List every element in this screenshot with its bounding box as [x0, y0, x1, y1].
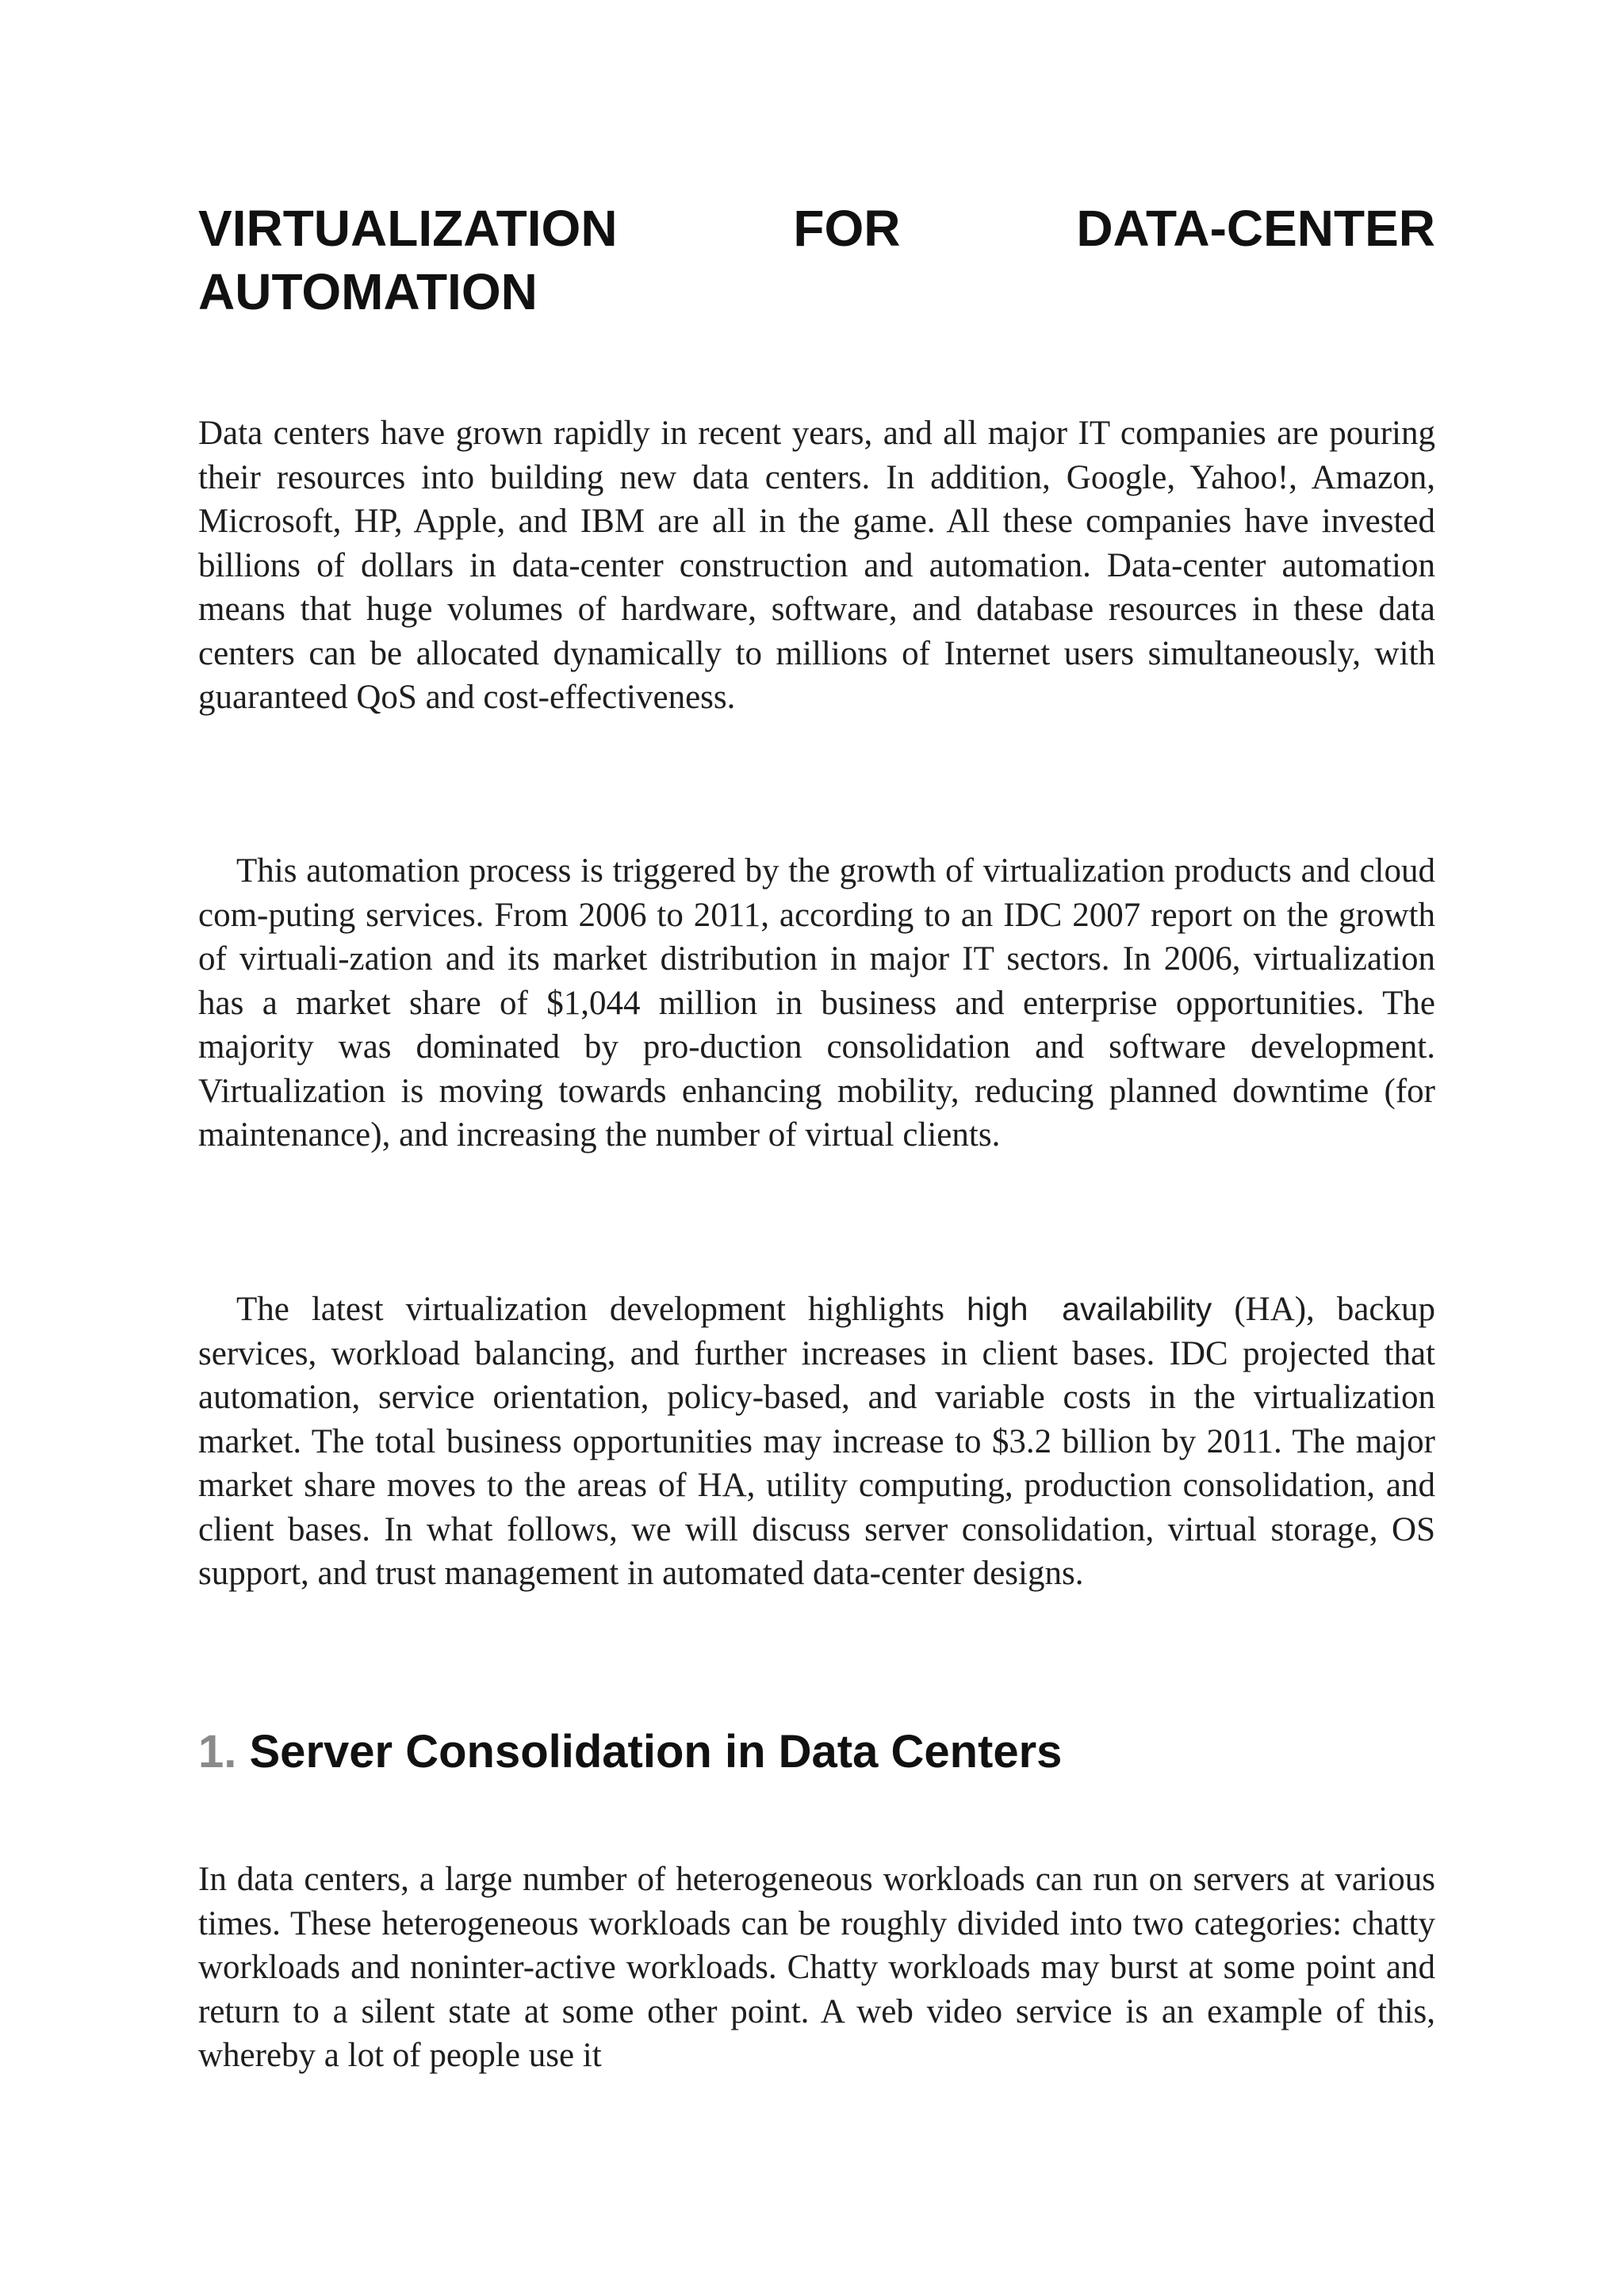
latest-development-paragraph [198, 1288, 1435, 1596]
title-word: DATA-CENTER [1076, 200, 1435, 257]
section-heading [198, 1722, 1062, 1782]
title-line-1 [198, 197, 1435, 260]
section-number: 1. [198, 1726, 237, 1777]
document-page [198, 0, 1435, 2296]
document-title [198, 197, 1435, 323]
paragraph-text: (HA), backup services, workload balancing, and further increases in client bases. IDC projected that automation, service orientation, policy-based, and variable costs in the virtualization market. The total business opportunities may increase to $3.2 billion by 2011. The major market share moves to the areas of HA, utility computing, production consolidation, and client bases. In what follows, we will discuss server consolidation, virtual storage, OS support, and trust management in automated data-center designs. [198, 1291, 1435, 1592]
server-consolidation-paragraph: In data centers, a large number of heterogeneous workloads can run on servers at various times. These heterogeneous workloads can be roughly divided into two categories: chatty workloads and noninter-active workloads. Chatty workloads may burst at some point and return to a silent state at some other point. A web video service is an example of this, whereby a lot of people use it [198, 1861, 1435, 2074]
intro-paragraph: Data centers have grown rapidly in recent years, and all major IT companies are pouring their resources into building new data centers. In addition, Google, Yahoo!, Amazon, Microsoft, HP, Apple, and IBM are all in the game. All these companies have invested billions of dollars in data-center construction and automation. Data-center automation means that huge volumes of hardware, software, and database resources in these data centers can be allocated dynamically to millions of Internet users simultaneously, with guaranteed QoS and cost-effectiveness. [198, 415, 1435, 716]
title-word: VIRTUALIZATION [198, 200, 618, 257]
title-word: FOR [793, 200, 901, 257]
high-availability-term: high availability [967, 1291, 1212, 1327]
paragraph-text: The latest virtualization development highlights [236, 1291, 967, 1328]
section-title: Server Consolidation in Data Centers [249, 1726, 1063, 1777]
title-line-2: AUTOMATION [198, 263, 538, 320]
automation-paragraph: This automation process is triggered by the growth of virtualization products and cloud com-puting services. From 2006 to 2011, according to an IDC 2007 report on the growth of virtuali-zation and its market distribution in major IT sectors. In 2006, virtualization has a market share of $1,044 million in business and enterprise opportunities. The majority was dominated by pro-duction consolidation and software development. Virtualization is moving towards enhancing mobility, reducing planned downtime (for maintenance), and increasing the number of virtual clients. [198, 852, 1435, 1154]
